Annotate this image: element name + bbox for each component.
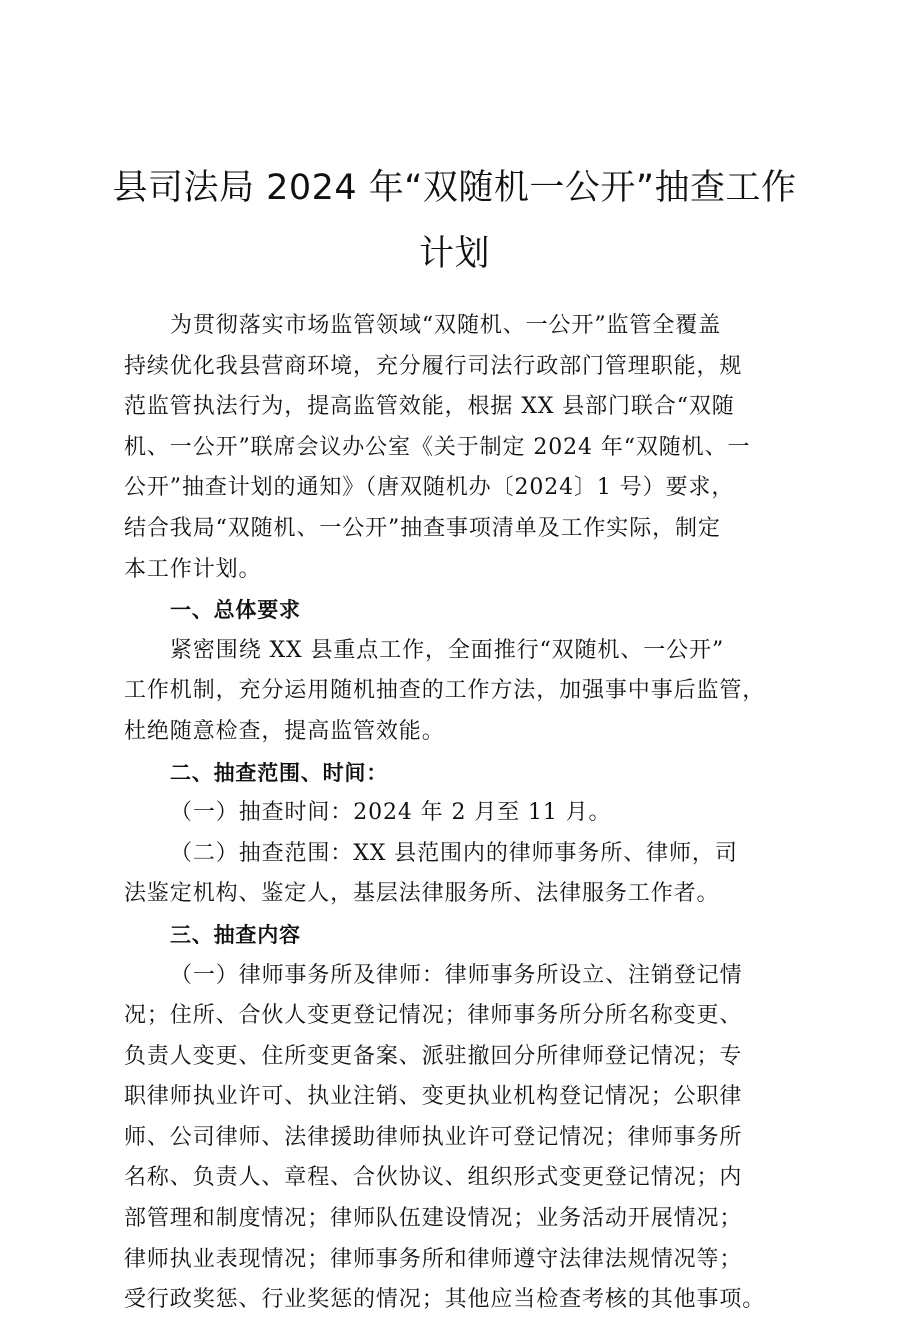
text-line: 范监管执法行为，提高监管效能，根据 XX 县部门联合“双随 <box>124 394 735 420</box>
section1-paragraph <box>124 631 800 753</box>
text-line: 况；住所、合伙人变更登记情况；律师事务所分所名称变更、 <box>124 1003 743 1029</box>
text-line: 名称、负责人、章程、合伙协议、组织形式变更登记情况；内 <box>124 1165 743 1191</box>
text-line: 律师执业表现情况；律师事务所和律师遵守法律法规情况等； <box>124 1246 743 1272</box>
text-line: （一）律师事务所及律师：律师事务所设立、注销登记情 <box>170 962 743 988</box>
text-line: 机、一公开”联席会议办公室《关于制定 2024 年“双随机、一 <box>124 434 751 460</box>
section2-item1-paragraph <box>124 793 800 834</box>
text-line: 结合我局“双随机、一公开”抽查事项清单及工作实际，制定 <box>124 515 721 541</box>
text-line: （二）抽查范围：XX 县范围内的律师事务所、律师，司 <box>170 840 738 866</box>
section3-item1-paragraph <box>124 956 800 1321</box>
text-line: 工作机制，充分运用随机抽查的工作方法，加强事中事后监管， <box>124 678 766 704</box>
text-line: 法鉴定机构、鉴定人，基层法律服务所、法律服务工作者。 <box>124 881 720 907</box>
section-heading-scope-time: 二、抽查范围、时间： <box>170 760 388 785</box>
text-line: 本工作计划。 <box>124 556 262 582</box>
text-line: 杜绝随意检查，提高监管效能。 <box>124 718 445 744</box>
text-line: 受行政奖惩、行业奖惩的情况；其他应当检查考核的其他事项。 <box>124 1287 766 1313</box>
text-line: （一）抽查时间：2024 年 2 月至 11 月。 <box>170 800 612 826</box>
text-line: 公开”抽查计划的通知》（唐双随机办〔2024〕1 号）要求， <box>124 475 735 501</box>
document-title-line-2: 计划 <box>418 234 490 274</box>
text-line: 负责人变更、住所变更备案、派驻撤回分所律师登记情况；专 <box>124 1043 743 1069</box>
text-line: 部管理和制度情况；律师队伍建设情况；业务活动开展情况； <box>124 1206 743 1232</box>
text-line: 职律师执业许可、执业注销、变更执业机构登记情况；公职律 <box>124 1084 743 1110</box>
text-line: 师、公司律师、法律援助律师执业许可登记情况；律师事务所 <box>124 1124 743 1150</box>
document-body <box>124 306 800 1321</box>
section-heading-general-requirements: 一、总体要求 <box>170 598 301 623</box>
section2-item2-paragraph <box>124 834 800 915</box>
document-title-line-1: 县司法局 2024 年“双随机一公开”抽查工作 <box>112 168 797 208</box>
section-heading-inspection-content: 三、抽查内容 <box>170 922 301 947</box>
text-line: 持续优化我县营商环境，充分履行司法行政部门管理职能，规 <box>124 353 743 379</box>
text-line: 为贯彻落实市场监管领域“双随机、一公开”监管全覆盖 <box>170 313 721 338</box>
intro-paragraph <box>124 306 800 590</box>
text-line: 紧密围绕 XX 县重点工作，全面推行“双随机、一公开” <box>170 637 725 663</box>
